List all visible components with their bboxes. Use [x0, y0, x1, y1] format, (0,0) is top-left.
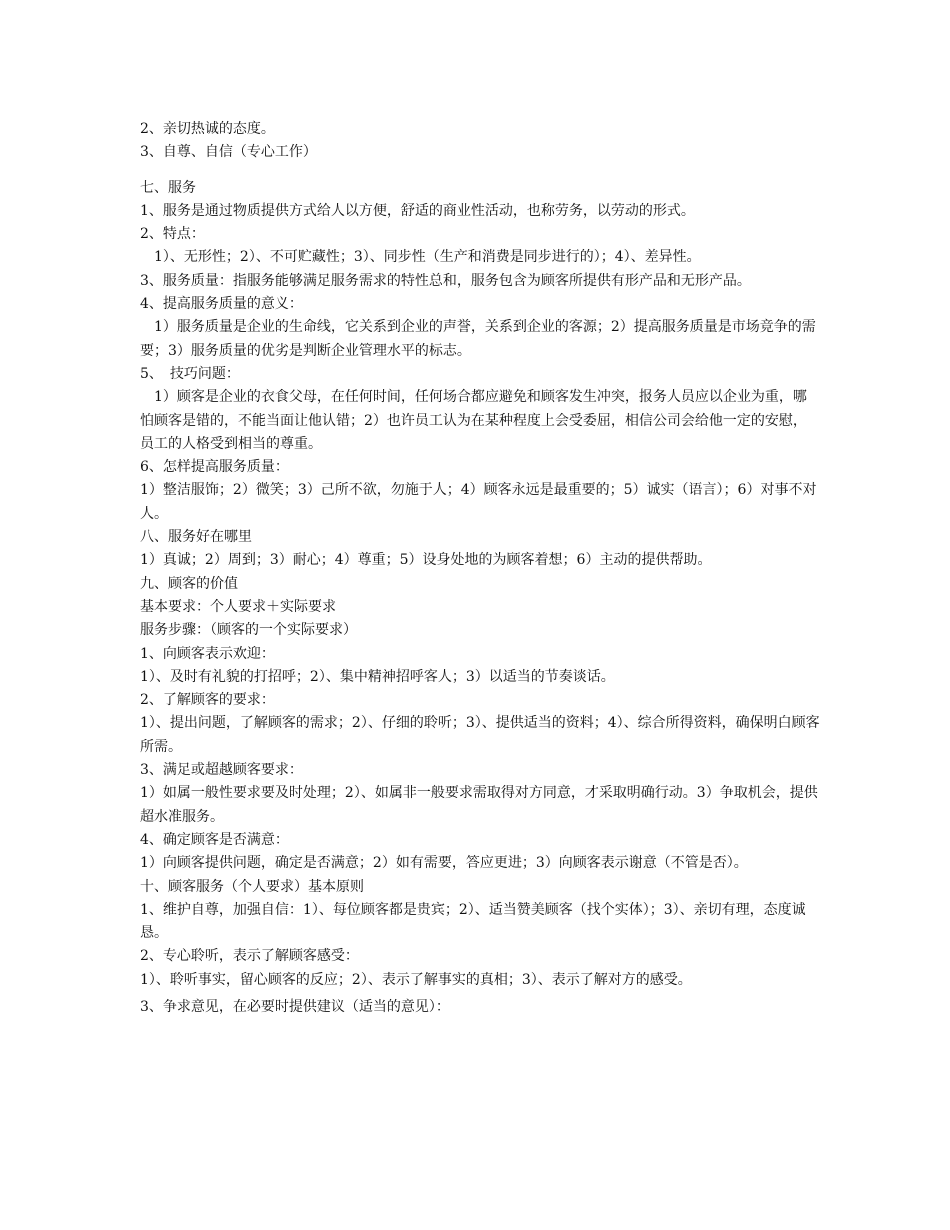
- section-heading: 八、服务好在哪里: [140, 529, 252, 546]
- text-line: 3、自尊、自信（专心工作）: [140, 144, 317, 161]
- text-line: 1）整洁服饰；2）微笑；3）己所不欲，勿施于人；4）顾客永远是最重要的；5）诚实（语言）；6）对事不对人。: [140, 482, 817, 522]
- section-heading: 十、顾客服务（个人要求）基本原则: [140, 878, 364, 895]
- text-line: 3、争求意见，在必要时提供建议（适当的意见）：: [140, 998, 450, 1015]
- text-line: 1）、聆听事实，留心顾客的反应；2）、表示了解事实的真相；3）、表示了解对方的感受。: [140, 971, 692, 988]
- text-line: 1）如属一般性要求要及时处理；2）、如属非一般要求需取得对方同意，才采取明确行动。3）争取机会，提供超水准服务。: [140, 785, 818, 825]
- text-line: 3、服务质量：指服务能够满足服务需求的特性总和，服务包含为顾客所提供有形产品和无形产品。: [140, 272, 751, 289]
- text-line: 4、提高服务质量的意义：: [140, 296, 303, 313]
- paragraph-gap: [140, 165, 820, 177]
- text-line: 1）、提出问题，了解顾客的需求；2）、仔细的聆听；3）、提供适当的资料；4）、综合所得资料，确保明白顾客所需。: [140, 715, 820, 755]
- text-line: 1、维护自尊，加强自信：1）、每位顾客都是贵宾；2）、适当赞美顾客（找个实体）；3）、亲切有理，态度诚恳。: [140, 901, 806, 942]
- text-line: 1）顾客是企业的衣食父母，在任何时间，任何场合都应避免和顾客发生冲突，报务人员应以企业为重，哪怕顾客是错的，不能当面让他认错；2）也许员工认为在某种程度上会受委屈，相信公司会给他一定的安慰，员工的人格受到相当的尊重。: [140, 389, 807, 452]
- text-line: 1、向顾客表示欢迎：: [140, 645, 275, 662]
- text-line: 1）向顾客提供问题，确定是否满意；2）如有需要，答应更进；3）向顾客表示谢意（不管是否）。: [140, 855, 748, 872]
- text-line: 1）、无形性；2）、不可贮藏性；3）、同步性（生产和消费是同步进行的）；4）、差异性。: [140, 249, 701, 266]
- section-heading: 七、服务: [140, 179, 196, 196]
- text-line: 1）服务质量是企业的生命线，它关系到企业的声誉，关系到企业的客源；2）提高服务质量是市场竞争的需要；3）服务质量的优劣是判断企业管理水平的标志。: [140, 319, 816, 359]
- text-line: 6、怎样提高服务质量：: [140, 459, 289, 476]
- text-line: 2、了解顾客的要求：: [140, 692, 275, 709]
- text-line: 5、 技巧问题：: [140, 365, 240, 382]
- text-line: 2、特点：: [140, 226, 205, 243]
- text-line: 2、亲切热诚的态度。: [140, 121, 275, 137]
- section-heading: 九、顾客的价值: [140, 575, 238, 592]
- text-line: 4、确定顾客是否满意：: [140, 831, 289, 848]
- text-line: 服务步骤：（顾客的一个实际要求）: [140, 622, 357, 639]
- text-line: 基本要求：个人要求＋实际要求: [140, 598, 336, 615]
- text-line: 1、服务是通过物质提供方式给人以方便，舒适的商业性活动，也称劳务，以劳动的形式。: [140, 202, 695, 219]
- text-line: 1）、及时有礼貌的打招呼；2）、集中精神招呼客人；3）以适当的节奏谈话。: [140, 668, 615, 685]
- text-line: 1）真诚；2）周到；3）耐心；4）尊重；5）设身处地的为顾客着想；6）主动的提供帮助。: [140, 552, 712, 569]
- text-line: 2、专心聆听，表示了解顾客感受：: [140, 948, 359, 965]
- text-line: 3、满足或超越顾客要求：: [140, 762, 303, 779]
- document-page: [140, 118, 820, 1019]
